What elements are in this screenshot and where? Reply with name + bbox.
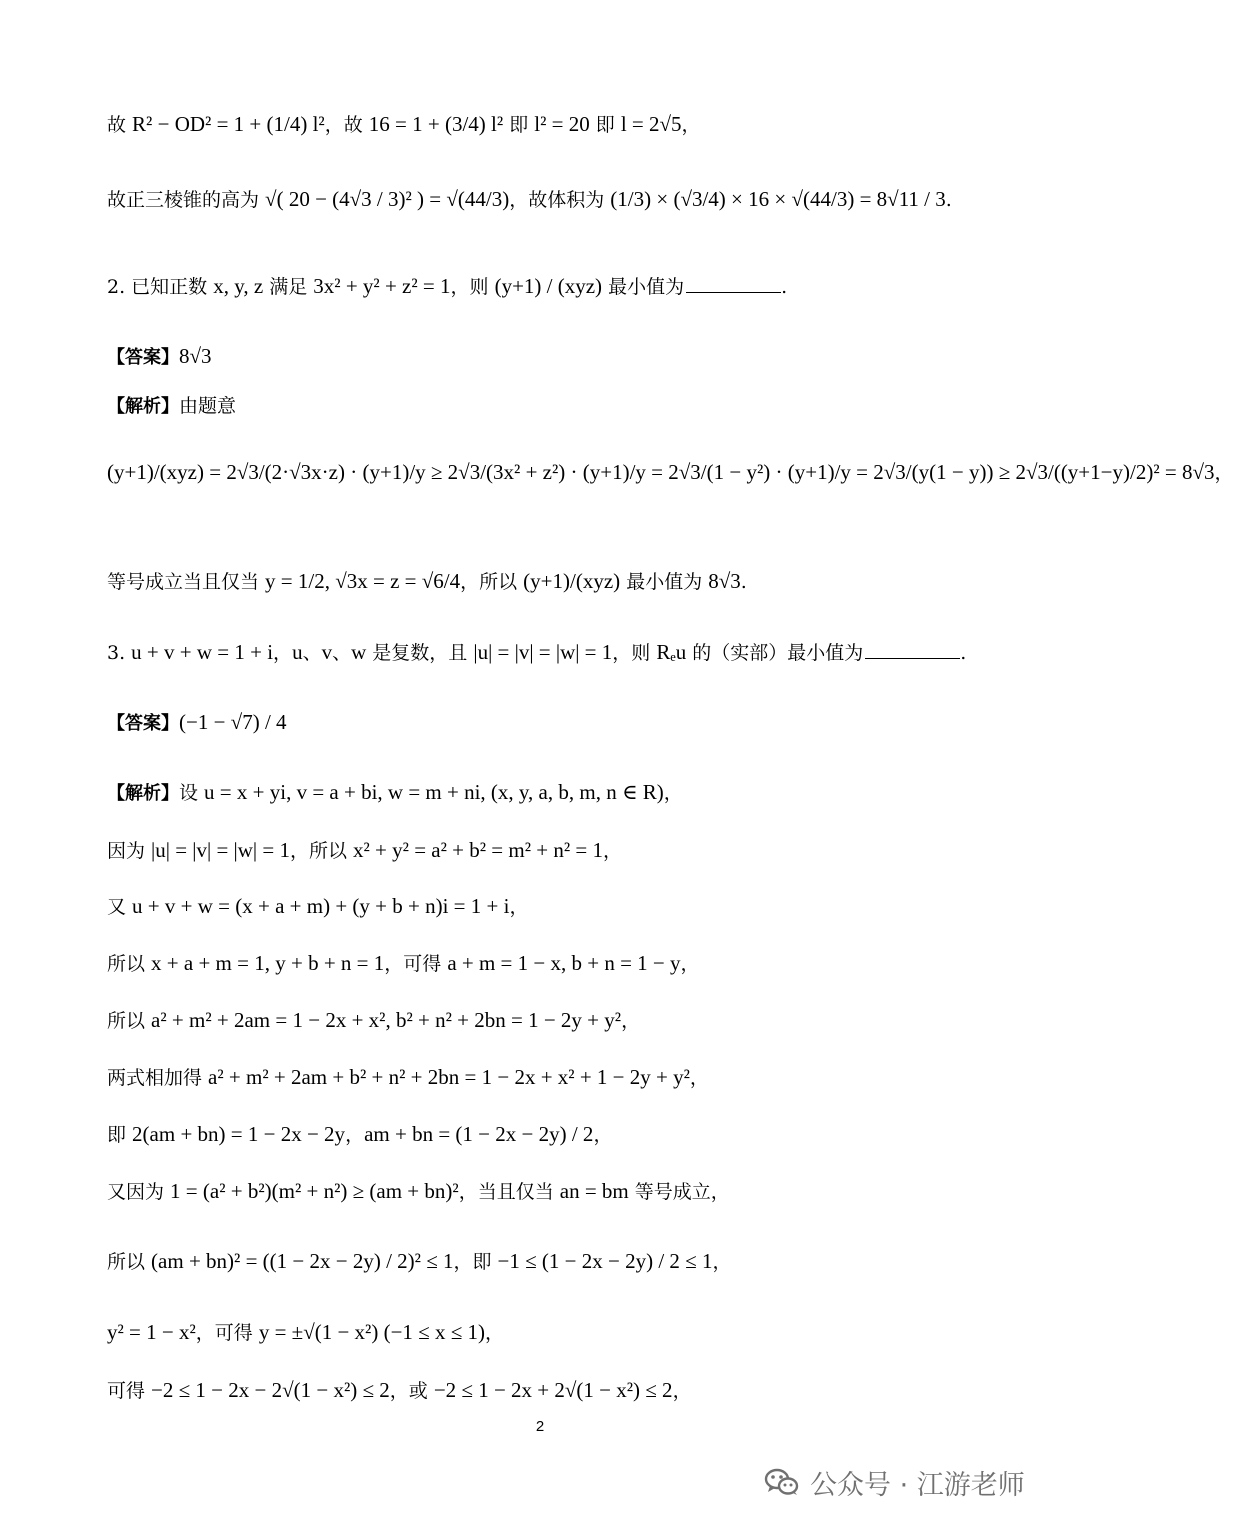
text-span: ， (1214, 462, 1234, 484)
math-expression: an = bm (559, 1179, 629, 1203)
text-span: ，所以 (460, 571, 524, 593)
math-expression: −1 ≤ (1 − 2x − 2y) / 2 ≤ 1 (497, 1249, 713, 1273)
text-span: 所以 (107, 1251, 152, 1273)
text-span: ，或 (389, 1380, 434, 1402)
text-line (107, 1006, 1020, 1035)
text-span: 故 (107, 114, 133, 136)
section-tag: 【解析】 (107, 783, 179, 804)
text-line (107, 272, 1020, 301)
text-span: 设 (179, 782, 205, 804)
text-span: ， (663, 782, 683, 804)
math-expression: (y+1)/(xyz) (523, 569, 621, 593)
text-span: ，则 (612, 642, 657, 664)
text-span: 又因为 (107, 1181, 171, 1203)
answer-blank (686, 274, 781, 293)
section-tag: 【答案】 (107, 347, 179, 368)
text-span: ， (593, 1124, 613, 1146)
math-expression: (y+1)/(xyz) = 2√3/(2·√3x·z) · (y+1)/y ≥ 2√3/(3x² + z²) · (y+1)/y = 2√3/(1 − y²) · (y+1)/y = 2√3/(y(1 − y)) ≥ 2√3/((y+1−y)/2)² = 8√3 (107, 460, 1215, 484)
text-span: ， (680, 953, 700, 975)
text-span: 即 (503, 114, 535, 136)
math-expression: (1/3) × (√3/4) × 16 × √(44/3) = 8√11 / 3 (610, 187, 946, 211)
math-expression: 8√3 (179, 344, 212, 368)
math-expression: l² = 20 (534, 112, 590, 136)
math-expression: y² = 1 − x² (107, 1320, 196, 1344)
math-expression: u (292, 640, 303, 664)
text-span: ，故体积为 (509, 189, 611, 211)
text-line (107, 949, 1020, 978)
text-span: 满足 (263, 276, 314, 298)
text-span: 因为 (107, 840, 152, 862)
text-span: ， (273, 642, 293, 664)
math-expression: u = x + yi, v = a + bi, w = m + ni, (x, y, a, b, m, n ∈ R) (204, 780, 664, 804)
math-expression: Rₑu (656, 640, 687, 664)
text-line (107, 110, 1020, 139)
math-expression: a² + m² + 2am = 1 − 2x + x², b² + n² + 2bn = 1 − 2y + y² (151, 1008, 622, 1032)
math-expression: am + bn = (1 − 2x − 2y) / 2 (364, 1122, 594, 1146)
watermark-text: 公众号 · 江游老师 (810, 1469, 1025, 1501)
math-expression: √( 20 − (4√3 / 3)² ) = √(44/3) (265, 187, 510, 211)
math-expression: (−1 − √7) / 4 (179, 710, 287, 734)
text-span: ， (621, 1010, 641, 1032)
math-expression: (y+1) / (xyz) (494, 274, 603, 298)
answer-blank (865, 640, 960, 659)
text-line (107, 778, 1020, 808)
text-span: 最小值为 (602, 276, 685, 298)
math-expression: x + a + m = 1, y + b + n = 1 (151, 951, 385, 975)
text-span: 即 (589, 114, 621, 136)
math-expression: |u| = |v| = |w| = 1 (151, 838, 290, 862)
math-expression: 3x² + y² + z² = 1 (313, 274, 451, 298)
math-expression: a² + m² + 2am + b² + n² + 2bn = 1 − 2x + x² + 1 − 2y + y² (208, 1065, 690, 1089)
text-line (107, 1376, 1020, 1405)
math-expression: u + v + w = 1 + i (131, 640, 274, 664)
text-span: 等号成立， (628, 1181, 730, 1203)
text-line (107, 638, 1020, 667)
watermark (764, 1462, 1025, 1502)
text-span: ，则 (450, 276, 495, 298)
math-expression: y = 1/2, √3x = z = √6/4 (265, 569, 461, 593)
text-span: ，可得 (195, 1322, 259, 1344)
math-expression: y = ±√(1 − x²) (−1 ≤ x ≤ 1) (258, 1320, 485, 1344)
text-span: ，所以 (289, 840, 354, 862)
text-line (107, 458, 1234, 487)
math-expression: x, y, z (213, 274, 264, 298)
math-expression: a + m = 1 − x, b + n = 1 − y (447, 951, 681, 975)
text-line (107, 567, 1020, 596)
math-expression: v (321, 640, 333, 664)
text-line (107, 1318, 1020, 1347)
math-expression: 8√3 (708, 569, 741, 593)
math-expression: (am + bn)² = ((1 − 2x − 2y) / 2)² ≤ 1 (151, 1249, 454, 1273)
text-span: . (781, 276, 788, 298)
text-span: ， (681, 114, 701, 136)
math-expression: |u| = |v| = |w| = 1 (473, 640, 613, 664)
text-span: 即 (107, 1124, 133, 1146)
wechat-icon (764, 1467, 800, 1497)
text-line (107, 1063, 1020, 1092)
text-span: ， (689, 1067, 709, 1089)
text-span: . (960, 642, 967, 664)
text-line (107, 708, 1020, 738)
text-span: 可得 (107, 1380, 152, 1402)
text-span: 3. (107, 642, 132, 664)
text-span: 两式相加得 (107, 1067, 209, 1089)
text-line (107, 1120, 1020, 1149)
text-span: 由题意 (179, 395, 237, 417)
text-span: ，当且仅当 (458, 1181, 560, 1203)
text-span: ， (484, 1322, 504, 1344)
text-line (107, 342, 1020, 372)
section-tag: 【答案】 (107, 713, 179, 734)
text-span: 最小值为 (620, 571, 709, 593)
math-expression: 2(am + bn) = 1 − 2x − 2y (132, 1122, 346, 1146)
math-expression: −2 ≤ 1 − 2x − 2√(1 − x²) ≤ 2 (151, 1378, 390, 1402)
math-expression: 16 = 1 + (3/4) l² (368, 112, 504, 136)
text-span: 、 (332, 642, 352, 664)
section-tag: 【解析】 (107, 396, 179, 417)
text-span: 等号成立当且仅当 (107, 571, 266, 593)
text-span: ， (672, 1380, 692, 1402)
text-span: ， (509, 896, 529, 918)
text-span: 、 (302, 642, 322, 664)
text-span: ，可得 (384, 953, 448, 975)
text-span: ， (345, 1124, 365, 1146)
page-number: 2 (535, 1418, 545, 1435)
text-line (107, 392, 1020, 421)
math-expression: R² − OD² = 1 + (1/4) l² (132, 112, 325, 136)
math-expression: 1 = (a² + b²)(m² + n²) ≥ (am + bn)² (170, 1179, 459, 1203)
math-expression: u + v + w = (x + a + m) + (y + b + n)i = 1 + i (132, 894, 510, 918)
math-expression: x² + y² = a² + b² = m² + n² = 1 (353, 838, 604, 862)
text-span: ， (712, 1251, 732, 1273)
text-span: ，即 (453, 1251, 498, 1273)
math-expression: w (351, 640, 367, 664)
text-span: . (945, 189, 952, 211)
text-span: ， (603, 840, 623, 862)
math-expression: l = 2√5 (620, 112, 682, 136)
text-span: 所以 (107, 1010, 152, 1032)
text-span: 又 (107, 896, 133, 918)
text-span: 故正三棱锥的高为 (107, 189, 266, 211)
text-line (107, 1247, 1020, 1276)
text-line (107, 892, 1020, 921)
text-line (107, 185, 1020, 214)
text-line (107, 836, 1020, 865)
text-span: 所以 (107, 953, 152, 975)
text-span: ，故 (324, 114, 369, 136)
text-line (107, 1177, 1020, 1206)
text-span: . (740, 571, 747, 593)
text-span: 是复数，且 (366, 642, 474, 664)
text-span: 的（实部）最小值为 (686, 642, 864, 664)
math-expression: −2 ≤ 1 − 2x + 2√(1 − x²) ≤ 2 (433, 1378, 673, 1402)
text-span: 2. 已知正数 (107, 276, 214, 298)
